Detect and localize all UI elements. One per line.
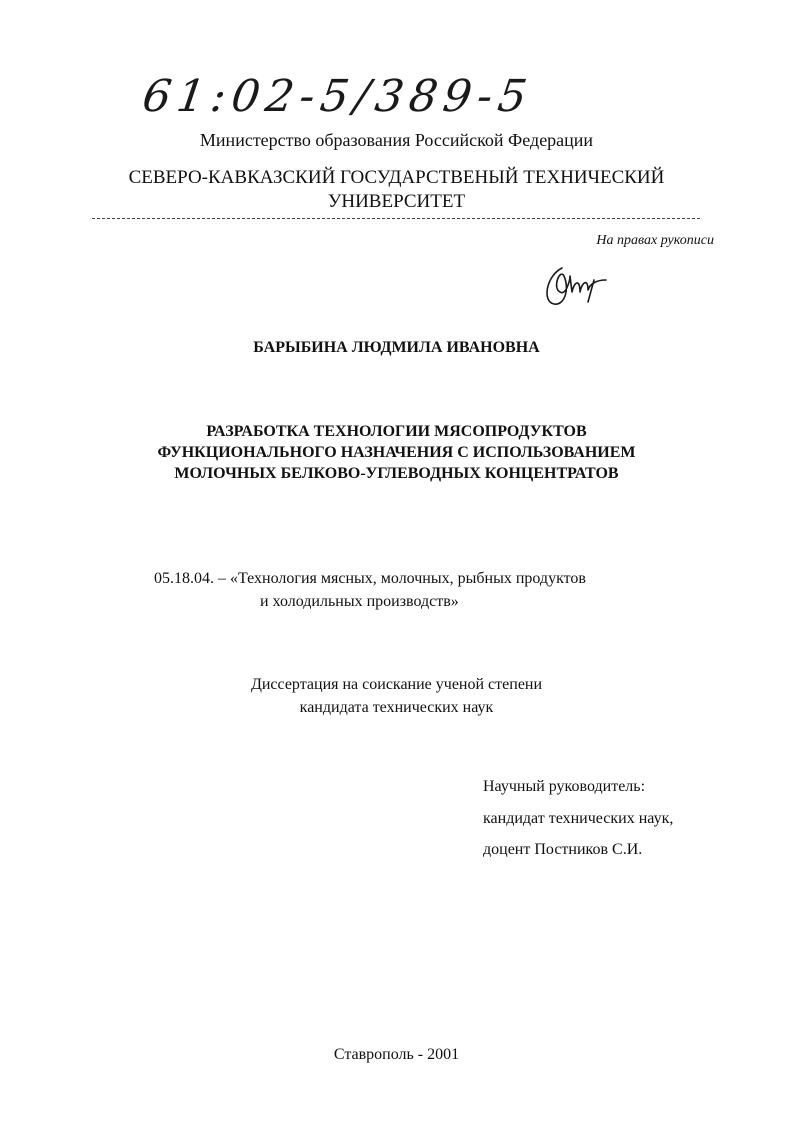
university-name-line2: УНИВЕРСИТЕТ (327, 191, 466, 212)
city-year: Ставрополь - 2001 (333, 1046, 460, 1063)
supervisor-name: доцент Постников С.И. (483, 841, 643, 858)
manuscript-rights-note: На правах рукописи (596, 233, 714, 248)
dashed-divider (92, 218, 700, 219)
dissertation-degree-line2: кандидата технических наук (299, 699, 494, 716)
title-line: МОЛОЧНЫХ БЕЛКОВО-УГЛЕВОДНЫХ КОНЦЕНТРАТОВ (174, 465, 619, 482)
signature-icon (540, 262, 610, 312)
supervisor-degree: кандидат технических наук, (483, 810, 674, 827)
title-line: ФУНКЦИОНАЛЬНОГО НАЗНАЧЕНИЯ С ИСПОЛЬЗОВАНИЕМ (157, 444, 636, 461)
handwritten-number-text: 61:02-5/389-5 (139, 71, 536, 122)
ministry-name: Министерство образования Российской Федерации (199, 130, 594, 150)
dissertation-degree-line1: Диссертация на соискание ученой степени (250, 676, 543, 693)
author-name: БАРЫБИНА ЛЮДМИЛА ИВАНОВНА (253, 339, 540, 356)
handwritten-registration-number (138, 62, 558, 132)
title-line: РАЗРАБОТКА ТЕХНОЛОГИИ МЯСОПРОДУКТОВ (206, 423, 587, 440)
dissertation-title (90, 421, 703, 484)
university-name (100, 166, 693, 214)
supervisor-label: Научный руководитель: (483, 778, 646, 795)
specialty-line1: 05.18.04. – «Технология мясных, молочных, рыбных продуктов (154, 570, 586, 587)
university-name-line1: СЕВЕРО-КАВКАЗСКИЙ ГОСУДАРСТВЕНЫЙ ТЕХНИЧЕСКИЙ (128, 167, 665, 188)
specialty-line2: и холодильных производств» (260, 593, 459, 610)
